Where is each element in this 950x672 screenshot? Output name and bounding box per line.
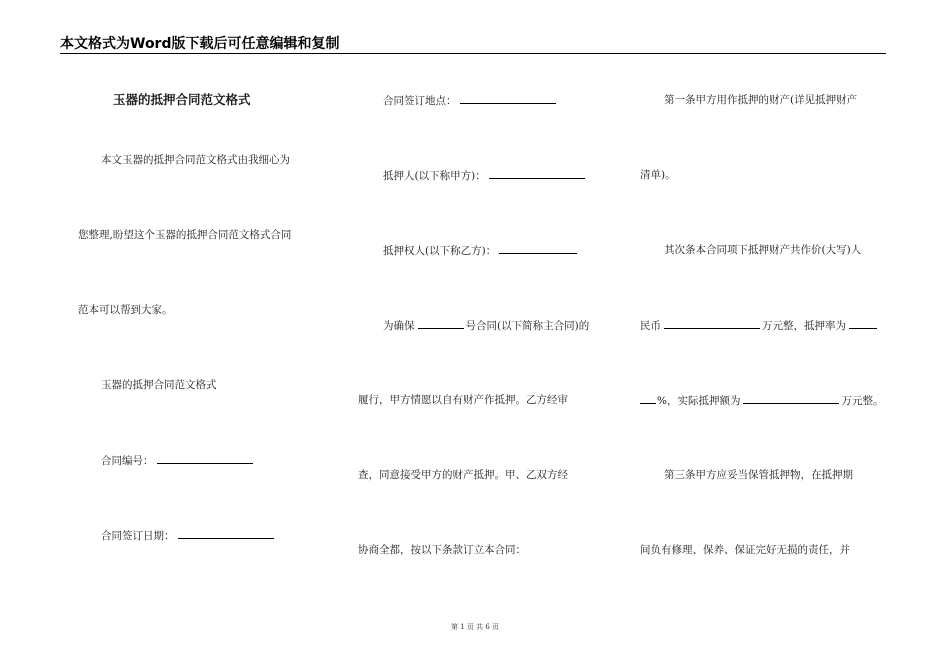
- page-header-title: 本文格式为Word版下载后可任意编辑和复制: [60, 36, 340, 52]
- rate-label: 万元整，抵押率为: [762, 320, 846, 332]
- body-line: 履行，甲方情愿以自有财产作抵押。乙方经审: [358, 394, 568, 406]
- body-line: 您整理,盼望这个玉器的抵押合同范文格式合同: [78, 229, 292, 241]
- body-line: 间负有修理、保养、保证完好无损的责任，并: [640, 544, 850, 556]
- document-title: 玉器的抵押合同范文格式: [113, 92, 251, 107]
- amount-blank: [664, 318, 760, 329]
- article-1-line: 第一条甲方用作抵押的财产(详见抵押财产: [664, 94, 858, 106]
- mortgagor-row: [383, 168, 585, 183]
- article-3-line: 第三条甲方应妥当保管抵押物，在抵押期: [664, 469, 853, 481]
- mortgagee-label: 抵押权人(以下称乙方)：: [383, 245, 497, 257]
- sign-place-blank: [460, 93, 556, 104]
- mortgage-amount-row: [640, 393, 883, 408]
- amount-row: [640, 318, 877, 333]
- amount-unit: 万元整。: [841, 395, 884, 407]
- rate-blank-end: [640, 393, 656, 404]
- sign-place-label: 合同签订地点：: [383, 95, 457, 107]
- currency-label: 民币: [640, 320, 661, 332]
- section-heading: 玉器的抵押合同范文格式: [101, 379, 217, 391]
- mortgagee-blank: [499, 243, 577, 254]
- main-contract-prefix: 为确保: [383, 320, 415, 332]
- sign-date-blank: [178, 528, 274, 539]
- article-2-line: 其次条本合同项下抵押财产共作价(大写)人: [664, 244, 862, 256]
- contract-number-blank: [157, 453, 253, 464]
- main-contract-suffix: 号合同(以下简称主合同)的: [465, 320, 590, 332]
- body-line: 查，同意接受甲方的财产抵押。甲、乙双方经: [358, 469, 568, 481]
- rate-blank-start: [849, 318, 877, 329]
- header-divider: [60, 53, 886, 54]
- actual-amount-blank: [743, 393, 839, 404]
- body-line: 协商全都，按以下条款订立本合同：: [358, 544, 526, 556]
- main-contract-number-blank: [418, 318, 464, 329]
- body-line: 范本可以帮到大家。: [78, 304, 173, 316]
- actual-amount-label: %，实际抵押额为: [657, 395, 741, 407]
- sign-place-row: [383, 93, 556, 108]
- sign-date-label: 合同签订日期：: [101, 530, 175, 542]
- mortgagor-label: 抵押人(以下称甲方)：: [383, 170, 486, 182]
- mortgagor-blank: [489, 168, 585, 179]
- body-line: 本文玉器的抵押合同范文格式由我细心为: [101, 154, 290, 166]
- sign-date-row: [101, 528, 274, 543]
- contract-number-row: [101, 453, 253, 468]
- main-contract-row: [383, 318, 589, 333]
- contract-number-label: 合同编号：: [101, 455, 154, 467]
- body-line: 清单)。: [640, 169, 676, 181]
- page-number: 第 1 页 共 6 页: [450, 623, 500, 631]
- mortgagee-row: [383, 243, 577, 258]
